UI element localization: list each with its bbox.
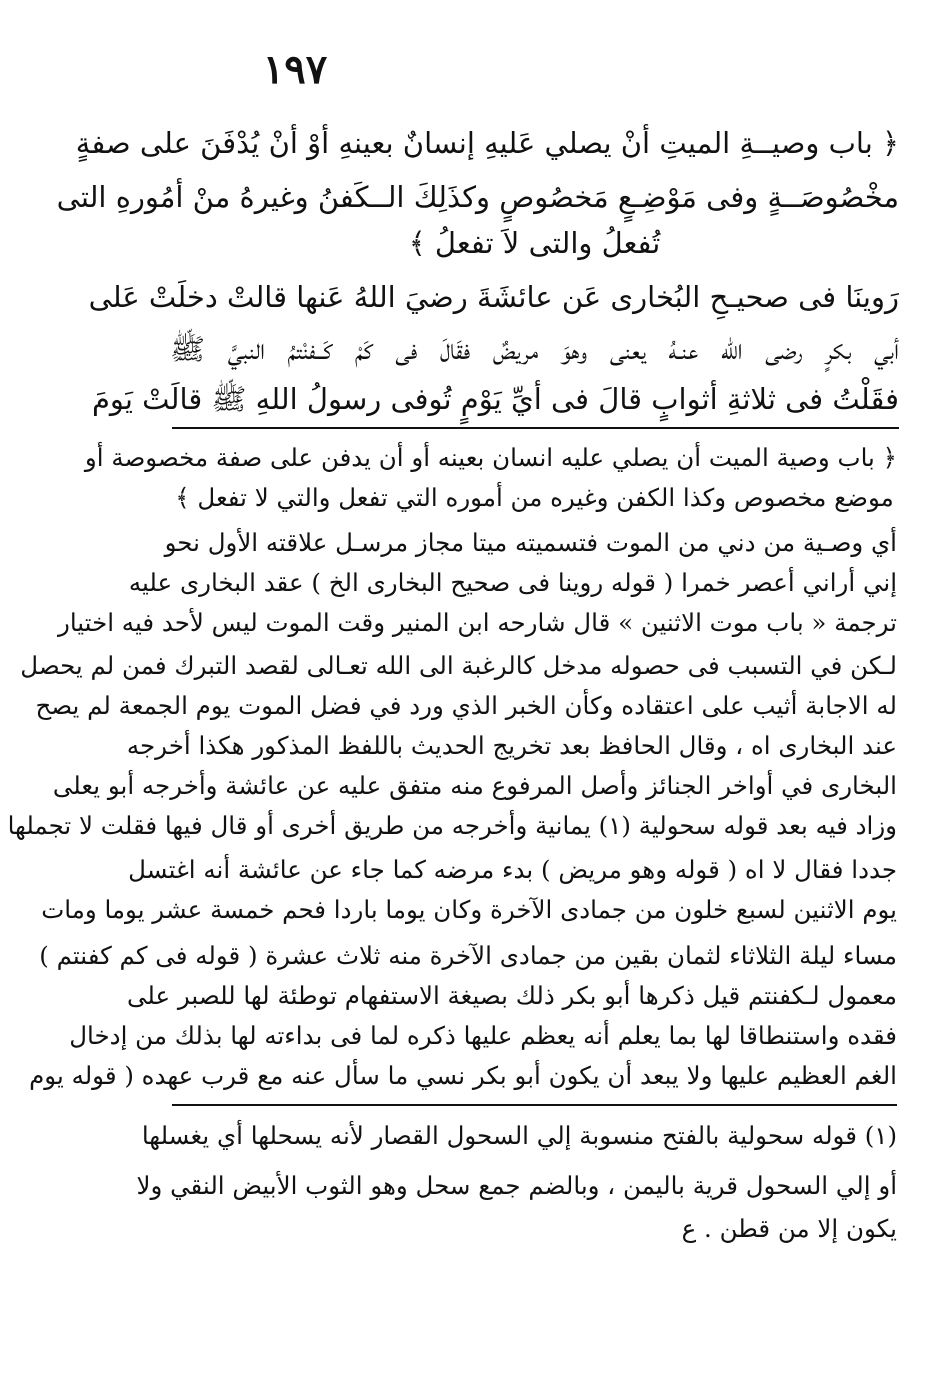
main-text-line: ﴿ باب وصيــةِ الميتِ أنْ يصلي عَليهِ إنسانٌ بعينهِ أوْ أنْ يُدْفَنَ على صفةٍ (75, 126, 899, 160)
footnote-line: يكون إلا من قطن . ع (681, 1214, 897, 1243)
commentary-line: إني أراني أعصر خمرا ( قوله روينا فى صحيح البخارى الخ ) عقد البخارى عليه (128, 568, 897, 597)
commentary-line: جددا فقال لا اه ( قوله وهو مريض ) بدء مرضه كما جاء عن عائشة أنه اغتسل (128, 855, 897, 884)
commentary-line: ترجمة « باب موت الاثنين » قال شارحه ابن المنير وقت الموت ليس لأحد فيه اختيار (57, 608, 897, 637)
commentary-line: الغم العظيم عليها ولا يبعد أن يكون أبو بكر نسي ما سأل عنه مع قرب عهده ( قوله يوم (29, 1061, 897, 1090)
commentary-line: البخارى في أواخر الجنائز وأصل المرفوع منه متفق عليه عن عائشة وأخرجه أبو يعلى (52, 771, 897, 800)
commentary-line: له الاجابة أثيب على اعتقاده وكأن الخبر الذي ورد في فضل الموت يوم الجمعة لم يصح (35, 691, 897, 720)
commentary-line: وزاد فيه بعد قوله سحولية (١) يمانية وأخرجه من طريق أخرى أو قال فيها فقلت لا تجملها (7, 811, 897, 840)
footnote-divider (172, 1104, 897, 1106)
commentary-line: معمول لـكفنتم قيل ذكرها أبو بكر ذلك بصيغة الاستفهام توطئة لها للصبر على (126, 981, 897, 1010)
footnote-line: (١) قوله سحولية بالفتح منسوبة إلي السحول القصار لأنه يسحلها أي يغسلها (141, 1121, 897, 1150)
commentary-line: أي وصـية من دني من الموت فتسميته ميتا مجاز مرسـل علاقته الأول نحو (164, 528, 897, 557)
commentary-line: عند البخارى اه ، وقال الحافظ بعد تخريج الحديث باللفظ المذكور هكذا أخرجه (126, 731, 897, 760)
main-text-divider (172, 427, 899, 429)
main-text-line: أبي بكرٍ رضى الله عنـهُ يعنى وهوَ مريضٌ فقَالَ فى كَمْ كَــفنْتمُ النبيَّ ﷺ (170, 332, 899, 366)
main-text-line: تُفعلُ والتى لاَ تفعلُ ﴾ (408, 226, 661, 260)
main-text-line: فقَلْتُ فى ثلاثةِ أثوابٍ قالَ فى أيِّ يَوْمٍ تُوفى رسولُ اللهِ ﷺ قالَتْ يَومَ (91, 382, 899, 416)
commentary-line: مساء ليلة الثلاثاء لثمان بقين من جمادى الآخرة منه ثلاث عشرة ( قوله فى كم كفنتم ) (39, 941, 897, 970)
commentary-line: لـكن في التسبب فى حصوله مدخل كالرغبة الى الله تعـالى لقصد التبرك فمن لم يحصل (20, 651, 897, 680)
commentary-line: يوم الاثنين لسبع خلون من جمادى الآخرة وكان يوما باردا فحم خمسة عشر يوما ومات (41, 895, 897, 924)
main-text-line: رَوينَا فى صحيـحِ البُخارى عَن عائشَةَ رضيَ اللهُ عَنها قالتْ دخلَتْ عَلى (88, 280, 899, 314)
footnote-line: أو إلي السحول قرية باليمن ، وبالضم جمع سحل وهو الثوب الأبيض النقي ولا (136, 1171, 897, 1200)
commentary-line: فقده واستنطاقا لها بما يعلم أنه يعظم عليها ذكره لما فى بداءته لها بذلك من إدخال (69, 1021, 897, 1050)
main-text-line: مخْصُوصَــةٍ وفى مَوْضِـعٍ مَخصُوصٍ وكذَلِكَ الــكَفنُ وغيرهُ منْ أمُورهِ التى (56, 180, 899, 214)
commentary-line: ﴿ باب وصية الميت أن يصلي عليه انسان بعينه أو أن يدفن على صفة مخصوصة أو (84, 443, 897, 472)
commentary-line: موضع مخصوص وكذا الكفن وغيره من أموره التي تفعل والتي لا تفعل ﴾ (175, 483, 894, 512)
page-number: ١٩٧ (262, 46, 328, 93)
